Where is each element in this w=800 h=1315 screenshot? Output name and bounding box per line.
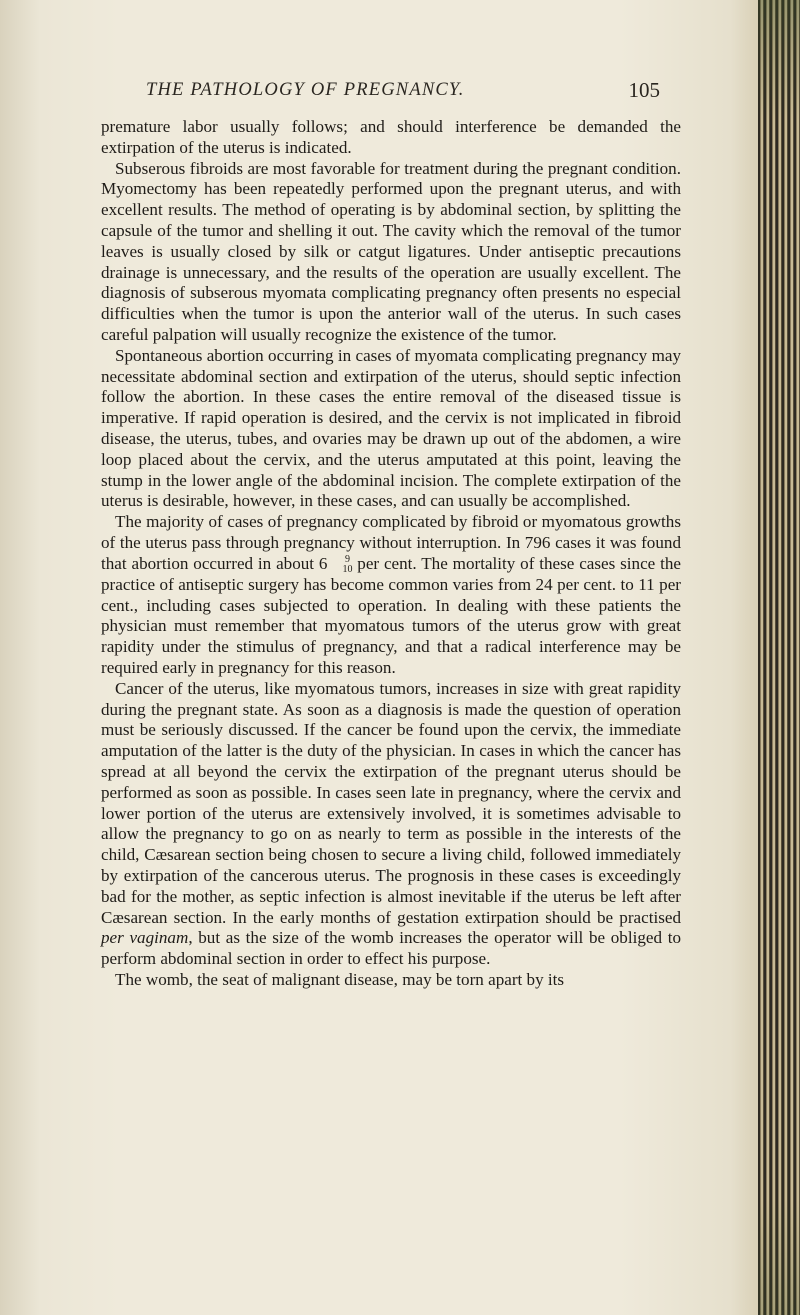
fraction-denominator: 10 bbox=[342, 563, 353, 575]
paragraph-womb-malignant: The womb, the seat of malignant disease, may be torn apart by its bbox=[115, 969, 565, 989]
italic-phrase: per vaginam bbox=[101, 928, 189, 948]
paragraph-text: per cent. The mortality of these cases since the practice of antiseptic surgery has become common varies from 24 per cent. to 11 per cent., including cases subjected to operation. In dealing with these patients the physician must remember that myomatous tumors of the uterus grow with great rapidity under the stimulus of pregnancy, and that a radical interference may be required early in pregnancy for this reason. bbox=[101, 553, 681, 677]
paragraph-continuation: premature labor usually follows; and should interference be demanded the extirpation of the uterus is indicated. bbox=[101, 117, 681, 157]
paragraph-text: The majority of cases of pregnancy complicated by fibroid or myomatous growths of the uterus pass through pregnancy without interruption. In 796 cases it was found that abortion occurred in about 6 bbox=[101, 512, 681, 573]
edge-shading bbox=[758, 0, 800, 1315]
fraction bbox=[328, 555, 352, 575]
page-header bbox=[60, 78, 660, 108]
fraction-numerator: 9 bbox=[344, 553, 350, 565]
paragraph-subserous-fibroids: Subserous fibroids are most favorable for treatment during the pregnant condition. Myomectomy has been repeatedly performed upon the pregnant uterus, and with excellent results. The method of operating is by abdominal section, by splitting the capsule of the tumor and shelling it out. The cavity which the removal of the tumor leaves is usually closed by silk or catgut ligatures. Under antiseptic precautions drainage is unnecessary, and the results of the operation are usually excellent. The diagnosis of subserous myomata complicating pregnancy often presents no especial difficulties when the tumor is upon the anterior wall of the uterus. In such cases careful palpation will usually recognize the existence of the tumor. bbox=[101, 158, 681, 344]
body-text bbox=[101, 117, 681, 991]
book-spine-edge bbox=[758, 0, 800, 1315]
page-number: 105 bbox=[628, 78, 660, 102]
paragraph-majority-of-cases bbox=[101, 512, 681, 679]
running-title: THE PATHOLOGY OF PREGNANCY. bbox=[146, 80, 465, 100]
paragraph-spontaneous-abortion: Spontaneous abortion occurring in cases of myomata complicating pregnancy may necessitate abdominal section and extirpation of the uterus, should septic infection follow the abortion. In these cases the entire removal of the diseased tissue is imperative. If rapid operation is desired, and the cervix is not implicated in fibroid disease, the uterus, tubes, and ovaries may be drawn up out of the abdomen, a wire loop placed about the cervix, and the uterus amputated at this point, leaving the stump in the lower angle of the abdominal incision. The complete extirpation of the uterus is desirable, however, in these cases, and can usually be accomplished. bbox=[101, 345, 681, 511]
paragraph-text: Cancer of the uterus, like myomatous tumors, increases in size with great rapidity during the pregnant state. As soon as a diagnosis is made the question of operation must be seriously discussed. If the cancer be found upon the cervix, the immediate amputation of the latter is the duty of the physician. In cases in which the cancer has spread at all beyond the cervix the extirpation of the pregnant uterus should be performed as soon as possible. In cases seen late in pregnancy, where the cervix and lower portion of the uterus are extensively involved, it is sometimes advisable to allow the pregnancy to go on as nearly to term as possible in the interests of the child, Cæsarean section being chosen to secure a living child, followed immediately by extirpation of the cancerous uterus. The prognosis in these cases is exceedingly bad for the mother, as septic infection is almost inevitable if the uterus be left after Cæsarean section. In the early months of gestation extirpation should be practised bbox=[101, 678, 681, 927]
paragraph-text: , but as the size of the womb increases the operator will be obliged to perform abdominal section in order to effect his purpose. bbox=[101, 928, 681, 969]
paragraph-cancer-of-uterus bbox=[101, 679, 681, 970]
